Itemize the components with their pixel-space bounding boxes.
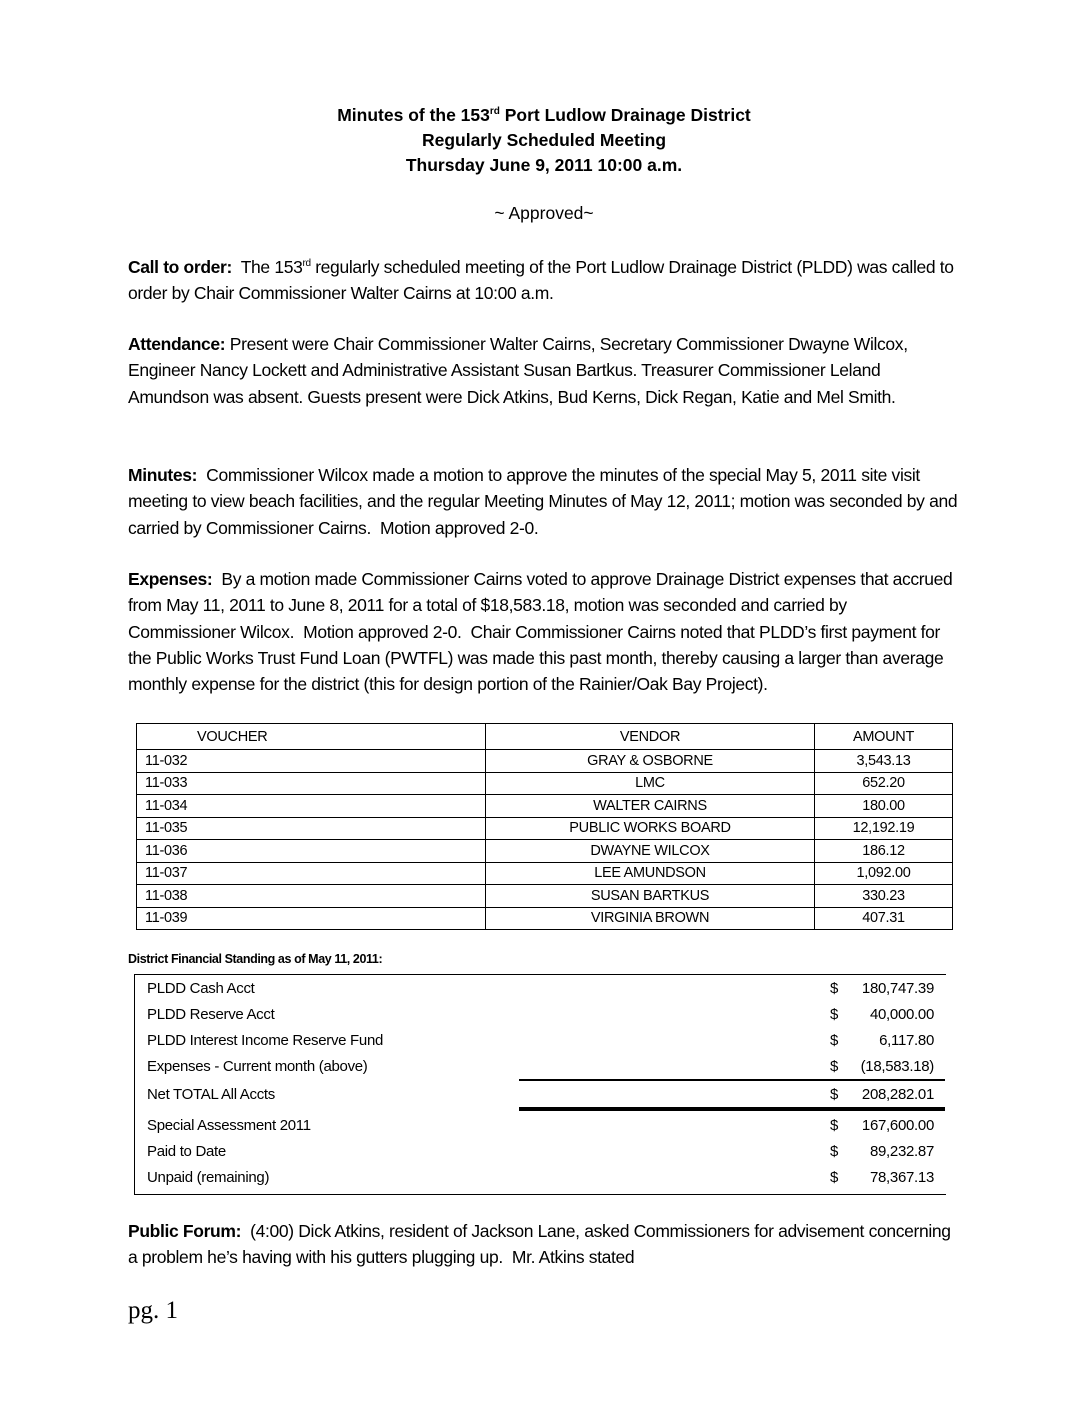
amount-cell: 180.00 xyxy=(815,795,953,818)
table-row xyxy=(137,840,953,863)
financial-label: Expenses - Current month (above) xyxy=(147,1058,368,1075)
column-header-amount: AMOUNT xyxy=(815,724,953,750)
table-row xyxy=(137,862,953,885)
financial-amount: 89,232.87 xyxy=(869,1143,934,1160)
voucher-cell: 11-038 xyxy=(137,885,486,908)
amount-cell: 330.23 xyxy=(815,885,953,908)
amount-cell: 12,192.19 xyxy=(815,817,953,840)
subtotal-rule xyxy=(519,1079,945,1081)
financial-amount: 6,117.80 xyxy=(879,1032,934,1049)
column-header-vendor: VENDOR xyxy=(486,724,815,750)
financial-label: Unpaid (remaining) xyxy=(147,1169,270,1186)
voucher-cell: 11-034 xyxy=(137,795,486,818)
currency-symbol: $ xyxy=(830,1006,839,1023)
currency-symbol: $ xyxy=(830,1117,839,1134)
voucher-cell: 11-035 xyxy=(137,817,486,840)
table-row xyxy=(137,772,953,795)
voucher-cell: 11-032 xyxy=(137,750,486,773)
table-header-row xyxy=(137,724,953,750)
financial-amount: 40,000.00 xyxy=(869,1006,934,1023)
title-line-1 xyxy=(0,103,1088,128)
financial-standing-title: District Financial Standing as of May 11, 2011: xyxy=(128,952,383,966)
section-public-forum xyxy=(128,1218,958,1271)
voucher-cell: 11-033 xyxy=(137,772,486,795)
financial-label: PLDD Reserve Acct xyxy=(147,1006,275,1023)
table-row xyxy=(137,907,953,930)
financial-amount: 180,747.39 xyxy=(861,980,934,997)
financial-label: PLDD Cash Acct xyxy=(147,980,255,997)
voucher-cell: 11-036 xyxy=(137,840,486,863)
section-text: The 153 xyxy=(232,257,303,277)
document-title xyxy=(0,103,1088,178)
section-text: regularly scheduled meeting of the Port Ludlow Drainage District (PLDD) was called to order by Chair Commissioner Walter Cairns at 10:00 a.m. xyxy=(128,257,954,304)
amount-cell: 186.12 xyxy=(815,840,953,863)
financial-standing-table xyxy=(134,974,946,1195)
financial-label: PLDD Interest Income Reserve Fund xyxy=(147,1032,384,1049)
financial-amount: 167,600.00 xyxy=(861,1117,934,1134)
voucher-cell: 11-039 xyxy=(137,907,486,930)
approval-status: ~ Approved~ xyxy=(494,203,594,223)
currency-symbol: $ xyxy=(830,1032,839,1049)
section-expenses xyxy=(128,566,958,697)
section-text: Present were Chair Commissioner Walter Cairns, Secretary Commissioner Dwayne Wilcox, Engineer Nancy Lockett and Administrative Assistant Susan Bartkus. Treasurer Commissioner Leland Amundson was absent. Guests present were Dick Atkins, Bud Kerns, Dick Regan, Katie and Mel Smith. xyxy=(128,334,908,407)
currency-symbol: $ xyxy=(830,1169,839,1186)
financial-amount: (18,583.18) xyxy=(860,1058,934,1075)
total-rule xyxy=(519,1107,945,1111)
section-heading: Minutes: xyxy=(128,465,198,485)
vendor-cell: PUBLIC WORKS BOARD xyxy=(486,817,815,840)
financial-label: Net TOTAL All Accts xyxy=(147,1086,275,1103)
currency-symbol: $ xyxy=(830,1058,839,1075)
title-prefix: Minutes of the 153 xyxy=(337,105,490,125)
section-text: (4:00) Dick Atkins, resident of Jackson Lane, asked Commissioners for advisement concerning a problem he’s having with his gutters plugging up. Mr. Atkins stated xyxy=(128,1221,956,1268)
page-number: pg. 1 xyxy=(128,1297,178,1324)
financial-row xyxy=(147,980,942,1004)
voucher-table xyxy=(136,723,953,930)
amount-cell: 407.31 xyxy=(815,907,953,930)
title-suffix: Port Ludlow Drainage District xyxy=(499,105,751,125)
title-line-2: Regularly Scheduled Meeting xyxy=(421,130,667,150)
vendor-cell: LMC xyxy=(486,772,815,795)
amount-cell: 652.20 xyxy=(815,772,953,795)
amount-cell: 3,543.13 xyxy=(815,750,953,773)
voucher-cell: 11-037 xyxy=(137,862,486,885)
currency-symbol: $ xyxy=(830,980,839,997)
vendor-cell: WALTER CAIRNS xyxy=(486,795,815,818)
column-header-voucher: VOUCHER xyxy=(137,724,486,750)
financial-row xyxy=(147,1006,942,1030)
vendor-cell: VIRGINIA BROWN xyxy=(486,907,815,930)
section-minutes xyxy=(128,462,962,541)
section-call-to-order xyxy=(128,254,958,307)
financial-row xyxy=(147,1032,942,1056)
financial-row xyxy=(147,1117,942,1141)
section-heading: Attendance: xyxy=(128,334,226,354)
financial-amount: 78,367.13 xyxy=(869,1169,934,1186)
amount-cell: 1,092.00 xyxy=(815,862,953,885)
financial-label: Special Assessment 2011 xyxy=(147,1117,311,1134)
vendor-cell: DWAYNE WILCOX xyxy=(486,840,815,863)
financial-label: Paid to Date xyxy=(147,1143,226,1160)
section-text: By a motion made Commissioner Cairns voted to approve Drainage District expenses that accrued from May 11, 2011 to June 8, 2011 for a total of $18,583.18, motion was seconded and carried by Commissioner Wilcox. Motion approved 2-0. Chair Commissioner Cairns noted that PLDD’s first payment for the Public Works Trust Fund Loan (PWTFL) was made this past month, thereby causing a larger than average monthly expense for the district (this for design portion of the Rainier/Oak Bay Project). xyxy=(128,569,957,695)
financial-row xyxy=(147,1143,942,1167)
section-attendance xyxy=(128,331,958,410)
vendor-cell: LEE AMUNDSON xyxy=(486,862,815,885)
title-date: Thursday June 9, 2011 10:00 a.m. xyxy=(405,155,683,175)
ordinal-suffix: rd xyxy=(302,258,311,269)
financial-amount: 208,282.01 xyxy=(861,1086,934,1103)
currency-symbol: $ xyxy=(830,1086,839,1103)
title-ordinal: rd xyxy=(489,106,500,117)
financial-row xyxy=(147,1169,942,1193)
table-row xyxy=(137,750,953,773)
section-heading: Call to order: xyxy=(128,257,232,277)
currency-symbol: $ xyxy=(830,1143,839,1160)
table-row xyxy=(137,795,953,818)
section-text: Commissioner Wilcox made a motion to approve the minutes of the special May 5, 2011 site visit meeting to view beach facilities, and the regular Meeting Minutes of May 12, 2011; motion was seconded by and carried by Commissioner Cairns. Motion approved 2-0. xyxy=(128,465,962,538)
vendor-cell: SUSAN BARTKUS xyxy=(486,885,815,908)
table-row xyxy=(137,817,953,840)
section-heading: Expenses: xyxy=(128,569,213,589)
table-row xyxy=(137,885,953,908)
vendor-cell: GRAY & OSBORNE xyxy=(486,750,815,773)
section-heading: Public Forum: xyxy=(128,1221,242,1241)
